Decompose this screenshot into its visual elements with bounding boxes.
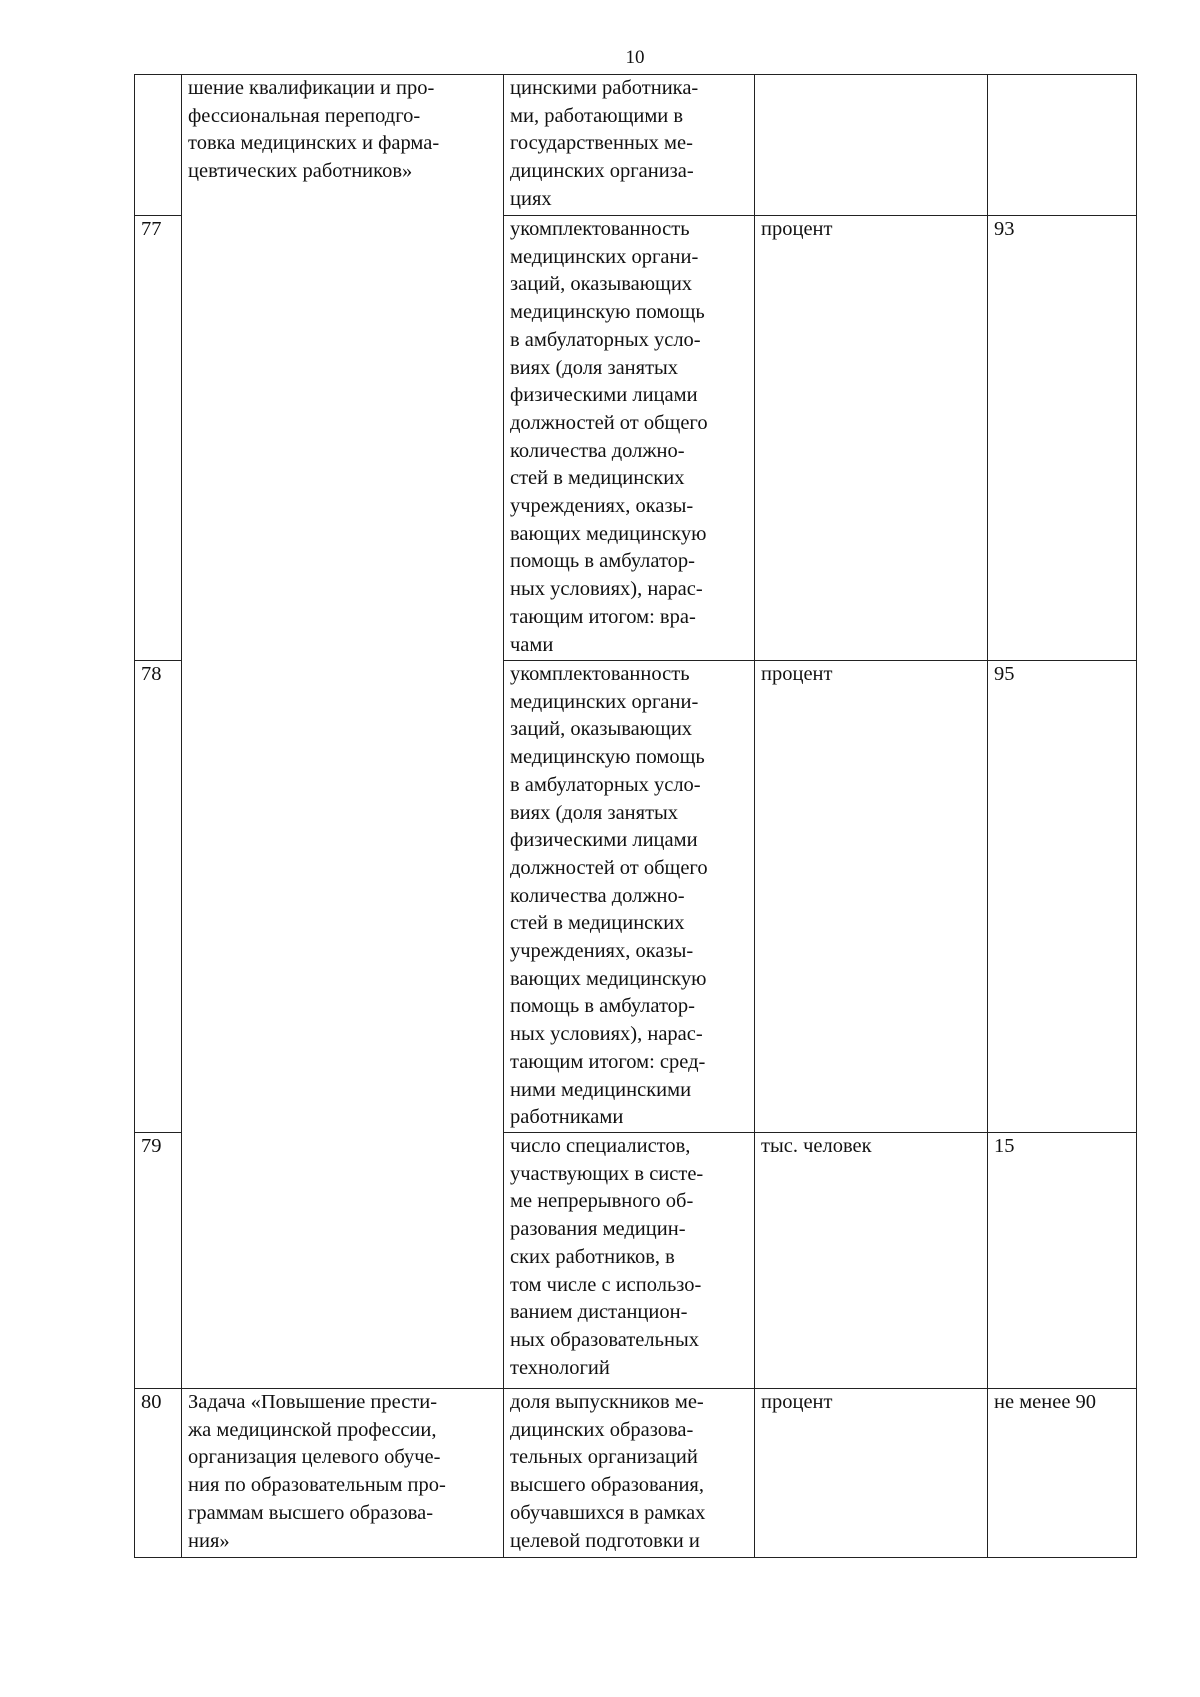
text-line: ных условиях), нарас-	[510, 578, 703, 601]
text-line: целевой подготовки и	[510, 1529, 700, 1552]
row-number: 78	[135, 661, 182, 1133]
text-line: физическими лицами	[510, 829, 698, 852]
text-line: ния»	[188, 1529, 230, 1552]
text-line: организация целевого обуче-	[188, 1446, 441, 1469]
text-line: медицинскую помощь	[510, 301, 705, 324]
text-line: высшего образования,	[510, 1474, 704, 1497]
indicator-cell	[504, 661, 755, 1133]
text-line: ме непрерывного об-	[510, 1190, 694, 1213]
value-cell: 95	[988, 661, 1137, 1133]
value-cell: 15	[988, 1133, 1137, 1389]
text-line: Задача «Повышение прести-	[188, 1391, 438, 1413]
text-line: тающим итогом: сред-	[510, 1050, 706, 1073]
text-line: укомплектованность	[510, 218, 690, 240]
text-line: учреждениях, оказы-	[510, 495, 694, 518]
text-line: стей в медицинских	[510, 467, 685, 490]
indicator-cell	[504, 216, 755, 661]
row-number: 77	[135, 216, 182, 661]
row-number: 80	[135, 1389, 182, 1558]
text-line: шение квалификации и про-	[188, 77, 435, 99]
indicator-cell	[504, 1389, 755, 1558]
text-line: количества должно-	[510, 884, 685, 907]
task-cell	[182, 1389, 504, 1558]
text-line: виях (доля занятых	[510, 356, 679, 379]
text-line: ных образовательных	[510, 1328, 699, 1351]
text-line: заций, оказывающих	[510, 273, 693, 296]
text-line: учреждениях, оказы-	[510, 940, 694, 963]
text-line: вающих медицинскую	[510, 967, 707, 990]
text-line: физическими лицами	[510, 384, 698, 407]
text-line: участвующих в систе-	[510, 1162, 704, 1185]
text-line: товка медицинских и фарма-	[188, 132, 440, 155]
indicator-cell	[504, 75, 755, 216]
row-number: 79	[135, 1133, 182, 1389]
text-line: заций, оказывающих	[510, 718, 693, 741]
text-line: должностей от общего	[510, 856, 708, 879]
text-line: в амбулаторных усло-	[510, 773, 701, 796]
text-line: медицинскую помощь	[510, 746, 705, 769]
text-line: в амбулаторных усло-	[510, 328, 701, 351]
text-line: ных условиях), нарас-	[510, 1023, 703, 1046]
table-row	[135, 75, 1137, 216]
unit-cell: тыс. человек	[755, 1133, 988, 1389]
text-line: чами	[510, 633, 554, 656]
table-row	[135, 1389, 1137, 1558]
indicator-cell	[504, 1133, 755, 1389]
text-line: ния по образовательным про-	[188, 1474, 446, 1497]
text-line: ских работников, в	[510, 1245, 675, 1268]
unit-cell: процент	[755, 1389, 988, 1558]
text-line: том числе с использо-	[510, 1273, 702, 1296]
text-line: дицинских организа-	[510, 160, 694, 183]
text-line: работниками	[510, 1106, 624, 1129]
value-cell: 93	[988, 216, 1137, 661]
text-line: обучавшихся в рамках	[510, 1501, 706, 1524]
text-line: помощь в амбулатор-	[510, 995, 696, 1018]
text-line: жа медицинской профессии,	[188, 1418, 437, 1441]
page-number: 10	[625, 47, 645, 68]
task-cell	[182, 75, 504, 1389]
unit-cell: процент	[755, 661, 988, 1133]
text-line: цевтических работников»	[188, 160, 413, 183]
text-line: тельных организаций	[510, 1446, 698, 1469]
text-line: циях	[510, 187, 552, 210]
text-line: технологий	[510, 1356, 610, 1379]
text-line: стей в медицинских	[510, 912, 685, 935]
text-line: вающих медицинскую	[510, 522, 707, 545]
text-line: укомплектованность	[510, 663, 690, 685]
indicators-table	[134, 74, 1137, 1558]
text-line: количества должно-	[510, 439, 685, 462]
text-line: граммам высшего образова-	[188, 1501, 434, 1524]
text-line: ми, работающими в	[510, 104, 684, 127]
unit-cell	[755, 75, 988, 216]
text-line: виях (доля занятых	[510, 801, 679, 824]
text-line: государственных ме-	[510, 132, 693, 155]
value-cell: не менее 90	[988, 1389, 1137, 1558]
text-line: доля выпускников ме-	[510, 1391, 704, 1413]
text-line: цинскими работника-	[510, 77, 699, 99]
text-line: число специалистов,	[510, 1135, 691, 1157]
text-line: медицинских органи-	[510, 245, 699, 268]
text-line: ними медицинскими	[510, 1078, 692, 1101]
text-line: разования медицин-	[510, 1218, 686, 1241]
text-line: дицинских образова-	[510, 1418, 694, 1441]
text-line: тающим итогом: вра-	[510, 605, 696, 628]
text-line: ванием дистанцион-	[510, 1301, 688, 1324]
unit-cell: процент	[755, 216, 988, 661]
text-line: помощь в амбулатор-	[510, 550, 696, 573]
text-line: медицинских органи-	[510, 690, 699, 713]
value-cell	[988, 75, 1137, 216]
text-line: должностей от общего	[510, 411, 708, 434]
text-line: фессиональная переподго-	[188, 104, 421, 127]
row-number	[135, 75, 182, 216]
